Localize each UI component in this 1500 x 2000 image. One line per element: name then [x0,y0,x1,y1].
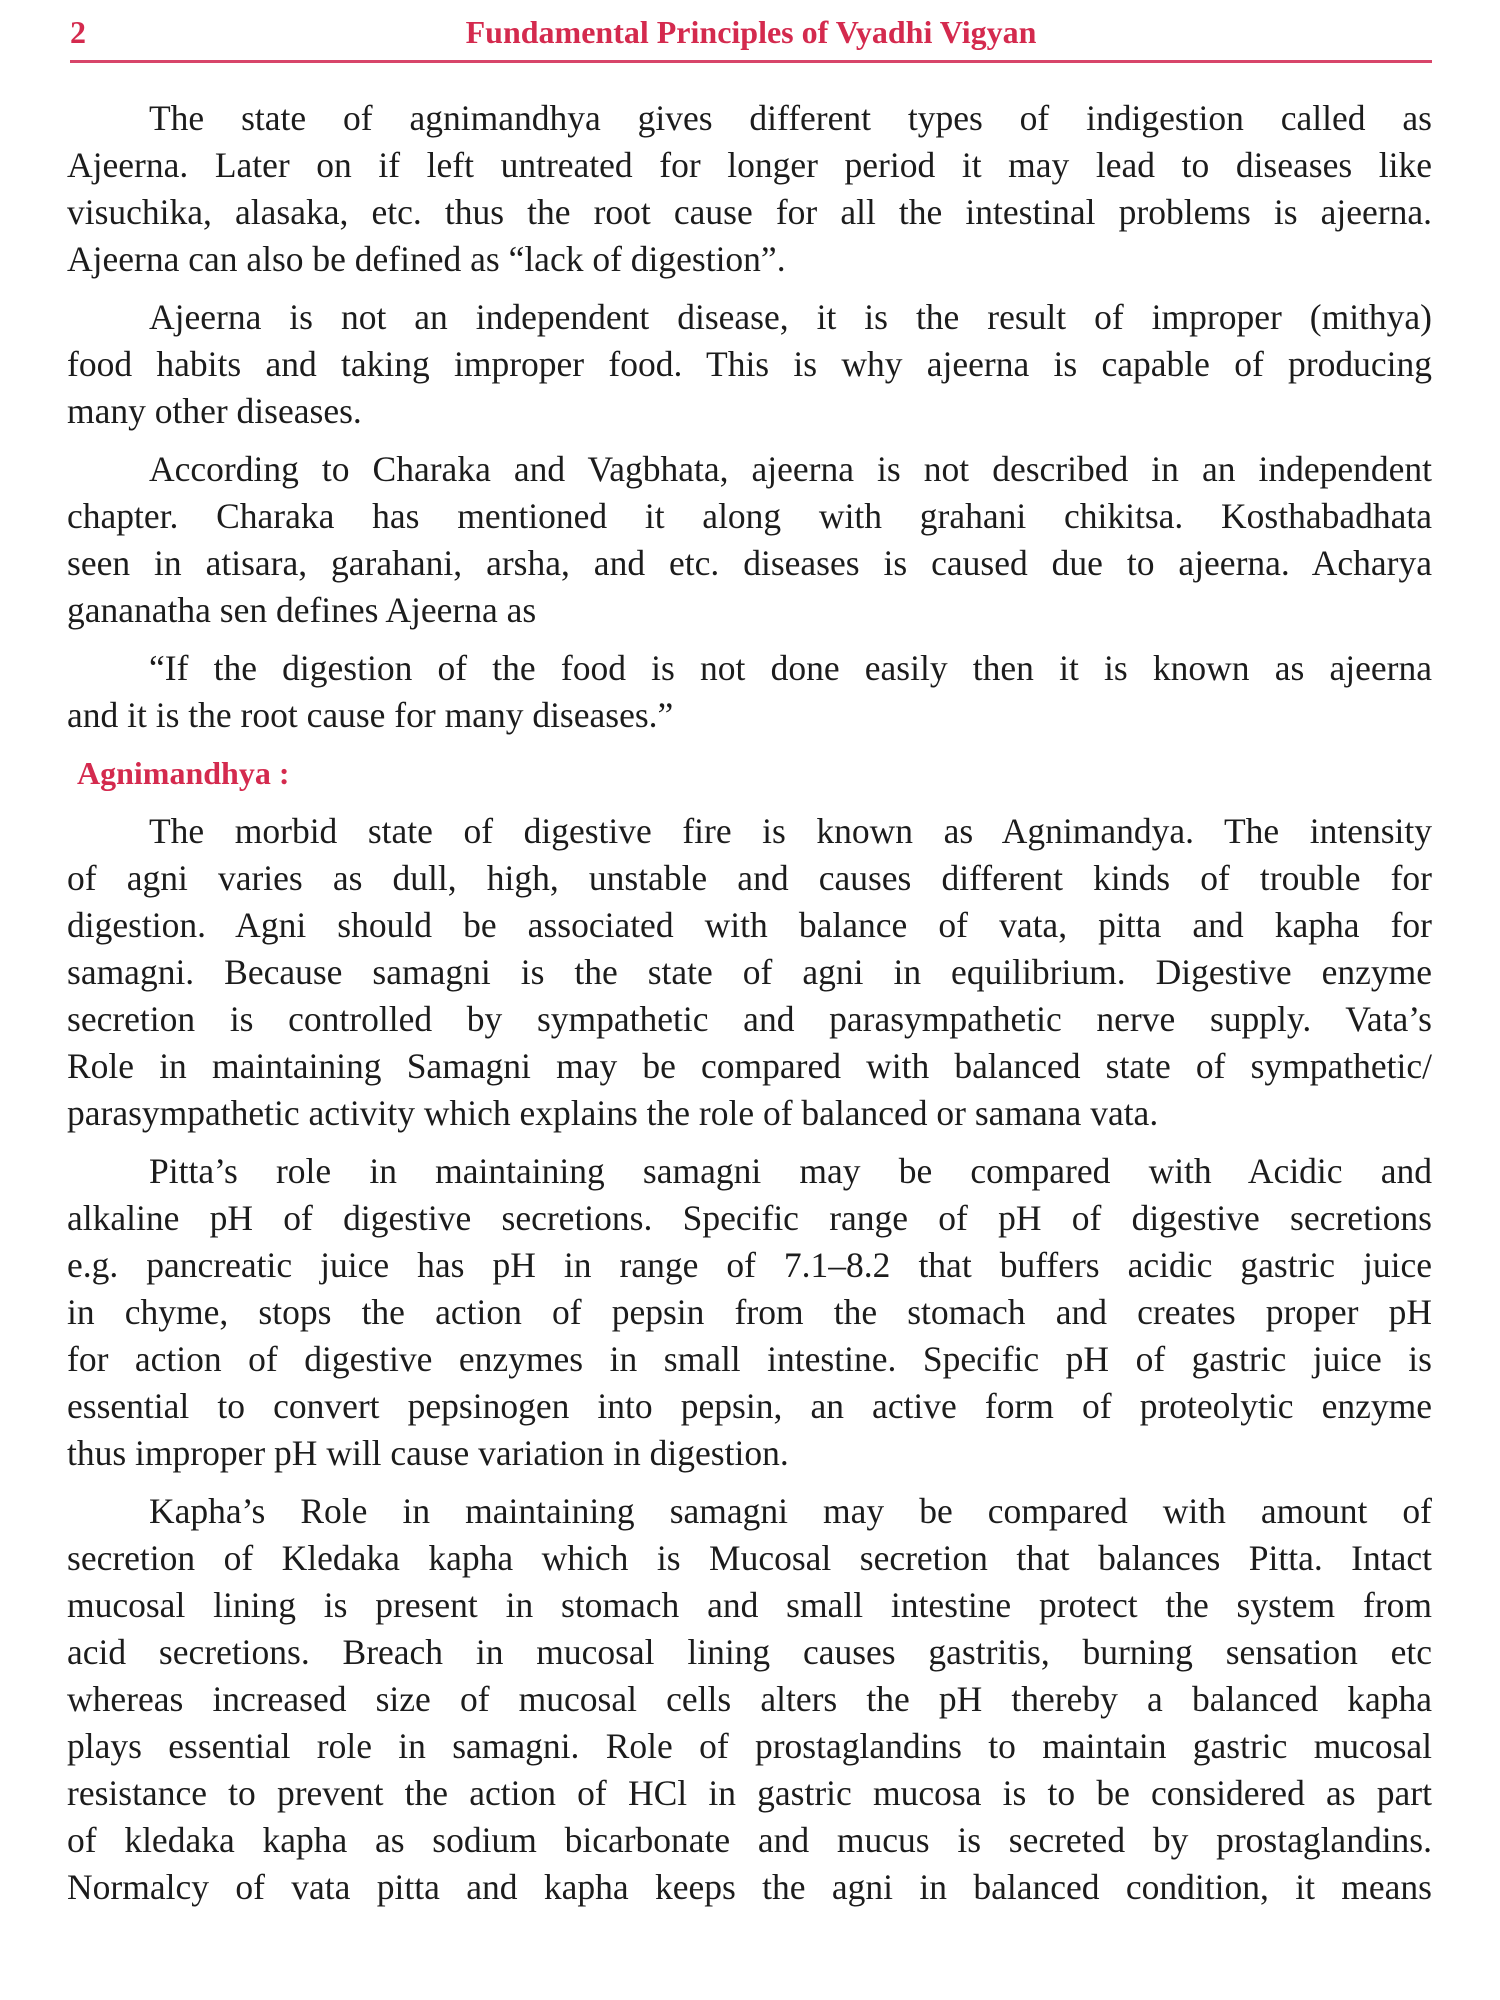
text-line: essential to convert pepsinogen into pepsin, an active form of proteolytic enzyme [67,1386,1432,1426]
text-line: samagni. Because samagni is the state of agni in equilibrium. Digestive enzyme [67,952,1432,992]
paragraph [67,808,1432,1137]
text-line: acid secretions. Breach in mucosal lining causes gastritis, burning sensation etc [67,1632,1432,1672]
text-line: alkaline pH of digestive secretions. Specific range of pH of digestive secretions [67,1198,1432,1238]
text-line: Pitta’s role in maintaining samagni may be compared with Acidic and [149,1151,1432,1191]
paragraph [67,645,1432,739]
text-line: visuchika, alasaka, etc. thus the root cause for all the intestinal problems is ajeerna. [67,192,1432,232]
header-rule [70,60,1432,63]
running-title: Fundamental Principles of Vyadhi Vigyan [465,14,1037,50]
text-line: of agni varies as dull, high, unstable and causes different kinds of trouble for [67,858,1432,898]
text-line: of kledaka kapha as sodium bicarbonate and mucus is secreted by prostaglandins. [67,1820,1432,1860]
text-line: for action of digestive enzymes in small intestine. Specific pH of gastric juice is [67,1339,1432,1379]
text-line: in chyme, stops the action of pepsin from the stomach and creates proper pH [67,1292,1432,1332]
text-line: secretion of Kledaka kapha which is Mucosal secretion that balances Pitta. Intact [67,1538,1432,1578]
text-line: food habits and taking improper food. This is why ajeerna is capable of producing [67,344,1432,384]
text-line: chapter. Charaka has mentioned it along with grahani chikitsa. Kosthabadhata [67,496,1432,536]
text-line: seen in atisara, garahani, arsha, and etc. diseases is caused due to ajeerna. Acharya [67,543,1432,583]
text-line: parasympathetic activity which explains the role of balanced or samana vata. [67,1093,1159,1133]
text-line: whereas increased size of mucosal cells alters the pH thereby a balanced kapha [67,1679,1432,1719]
text-line: Role in maintaining Samagni may be compared with balanced state of sympathetic/ [67,1046,1432,1086]
text-line: Ajeerna is not an independent disease, it is the result of improper (mithya) [149,297,1432,337]
text-line: resistance to prevent the action of HCl in gastric mucosa is to be considered as part [67,1773,1432,1813]
page-number: 2 [70,14,86,50]
text-line: digestion. Agni should be associated with balance of vata, pitta and kapha for [67,905,1432,945]
paragraph [67,446,1432,634]
text-line: Normalcy of vata pitta and kapha keeps the agni in balanced condition, it means [67,1867,1432,1907]
text-line: Ajeerna can also be defined as “lack of digestion”. [67,239,786,279]
text-line: “If the digestion of the food is not done easily then it is known as ajeerna [149,648,1432,688]
paragraph [67,1488,1432,1911]
text-line: The morbid state of digestive fire is known as Agnimandya. The intensity [149,811,1432,851]
paragraph [67,1148,1432,1477]
text-line: gananatha sen defines Ajeerna as [67,590,537,630]
text-line: Kapha’s Role in maintaining samagni may be compared with amount of [149,1491,1432,1531]
text-line: The state of agnimandhya gives different types of indigestion called as [149,98,1432,138]
text-line: e.g. pancreatic juice has pH in range of 7.1–8.2 that buffers acidic gastric juice [67,1245,1432,1285]
running-header [70,8,1432,60]
text-line: secretion is controlled by sympathetic and parasympathetic nerve supply. Vata’s [67,999,1432,1039]
text-line: plays essential role in samagni. Role of prostaglandins to maintain gastric mucosal [67,1726,1432,1766]
text-line: mucosal lining is present in stomach and small intestine protect the system from [67,1585,1432,1625]
text-line: According to Charaka and Vagbhata, ajeerna is not described in an independent [149,449,1432,489]
text-line: and it is the root cause for many diseases.” [67,695,674,735]
text-line: thus improper pH will cause variation in digestion. [67,1433,789,1473]
text-line: many other diseases. [67,391,362,431]
paragraph [67,95,1432,283]
page-body [67,95,1432,1911]
text-line: Ajeerna. Later on if left untreated for longer period it may lead to diseases like [67,145,1432,185]
section-heading: Agnimandhya : [77,755,290,791]
paragraph [67,294,1432,435]
